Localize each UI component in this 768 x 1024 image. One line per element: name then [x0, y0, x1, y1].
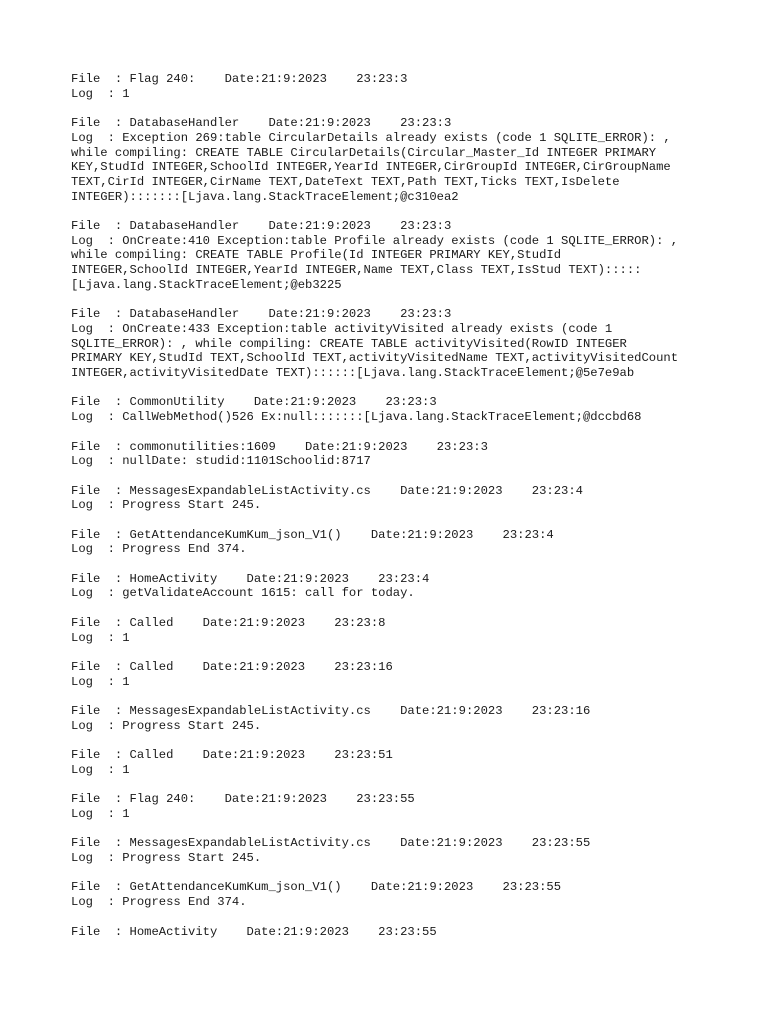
log-message-line: Log : OnCreate:433 Exception:table activityVisited already exists (code 1	[71, 321, 613, 336]
log-message-line: Log : Progress Start 245.	[71, 718, 262, 733]
log-message-line: Log : OnCreate:410 Exception:table Profile already exists (code 1 SQLITE_ERROR): ,	[71, 233, 679, 248]
log-message-line: Log : 1	[71, 806, 130, 821]
log-entry	[71, 748, 711, 777]
log-entry	[71, 528, 711, 557]
log-entry	[71, 836, 711, 865]
log-message-line: Log : Progress Start 245.	[71, 498, 262, 513]
log-file-line: File : Flag 240: Date:21:9:2023 23:23:3	[71, 72, 408, 86]
log-message-line: INTEGER,SchoolId INTEGER,YearId INTEGER,Name TEXT,Class TEXT,IsStud TEXT):::::	[71, 263, 642, 278]
log-file-line: File : DatabaseHandler Date:21:9:2023 23:23:3	[71, 116, 452, 131]
log-entry	[71, 219, 711, 293]
log-file-line: File : MessagesExpandableListActivity.cs Date:21:9:2023 23:23:55	[71, 836, 591, 851]
log-file-line: File : HomeActivity Date:21:9:2023 23:23:55	[71, 924, 437, 939]
log-message-line: INTEGER):::::::[Ljava.lang.StackTraceElement;@c310ea2	[71, 189, 459, 204]
log-message-line: Log : Progress End 374.	[71, 542, 247, 557]
log-message-line: while compiling: CREATE TABLE Profile(Id INTEGER PRIMARY KEY,StudId	[71, 248, 562, 263]
log-message-line: INTEGER,activityVisitedDate TEXT)::::::[Ljava.lang.StackTraceElement;@5e7e9ab	[71, 366, 635, 381]
log-document	[71, 72, 711, 954]
log-entry	[71, 572, 711, 601]
log-message-line: [Ljava.lang.StackTraceElement;@eb3225	[71, 277, 342, 292]
log-file-line: File : MessagesExpandableListActivity.cs Date:21:9:2023 23:23:4	[71, 483, 583, 498]
log-file-line: File : Called Date:21:9:2023 23:23:51	[71, 748, 393, 763]
log-message-line: PRIMARY KEY,StudId TEXT,SchoolId TEXT,activityVisitedName TEXT,activityVisitedCount	[71, 351, 679, 366]
log-message-line: Log : Exception 269:table CircularDetails already exists (code 1 SQLITE_ERROR): ,	[71, 130, 671, 145]
log-entry	[71, 880, 711, 909]
log-file-line: File : GetAttendanceKumKum_json_V1() Date:21:9:2023 23:23:4	[71, 527, 554, 542]
log-file-line: File : Called Date:21:9:2023 23:23:16	[71, 659, 393, 674]
log-message-line: Log : Progress Start 245.	[71, 851, 262, 866]
log-message-line: Log : nullDate: studid:1101Schoolid:8717	[71, 454, 371, 469]
log-file-line: File : Flag 240: Date:21:9:2023 23:23:55	[71, 792, 415, 807]
log-entry	[71, 440, 711, 469]
log-message-line: KEY,StudId INTEGER,SchoolId INTEGER,YearId INTEGER,CirGroupId INTEGER,CirGroupName	[71, 160, 671, 175]
log-entry	[71, 116, 711, 204]
log-entry	[71, 616, 711, 645]
log-message-line: Log : 1	[71, 674, 130, 689]
log-file-line: File : HomeActivity Date:21:9:2023 23:23:4	[71, 571, 430, 586]
log-entry	[71, 660, 711, 689]
log-message-line: Log : 1	[71, 762, 130, 777]
log-file-line: File : CommonUtility Date:21:9:2023 23:23:3	[71, 395, 437, 410]
log-file-line: File : DatabaseHandler Date:21:9:2023 23:23:3	[71, 219, 452, 233]
log-message-line: Log : Progress End 374.	[71, 895, 247, 910]
log-entry	[71, 395, 711, 424]
log-message-line: Log : getValidateAccount 1615: call for today.	[71, 586, 415, 601]
log-file-line: File : DatabaseHandler Date:21:9:2023 23:23:3	[71, 307, 452, 322]
log-file-line: File : MessagesExpandableListActivity.cs Date:21:9:2023 23:23:16	[71, 704, 591, 719]
log-message-line: Log : 1	[71, 86, 130, 101]
log-message-line: SQLITE_ERROR): , while compiling: CREATE TABLE activityVisited(RowID INTEGER	[71, 336, 627, 351]
log-file-line: File : GetAttendanceKumKum_json_V1() Date:21:9:2023 23:23:55	[71, 880, 562, 895]
log-file-line: File : commonutilities:1609 Date:21:9:2023 23:23:3	[71, 439, 488, 454]
log-entry	[71, 72, 711, 101]
log-entry	[71, 484, 711, 513]
log-message-line: while compiling: CREATE TABLE CircularDetails(Circular_Master_Id INTEGER PRIMARY	[71, 145, 657, 160]
log-entry	[71, 704, 711, 733]
log-entry	[71, 925, 711, 940]
log-entry	[71, 307, 711, 381]
log-message-line: Log : CallWebMethod()526 Ex:null:::::::[Ljava.lang.StackTraceElement;@dccbd68	[71, 410, 642, 425]
log-message-line: Log : 1	[71, 630, 130, 645]
log-file-line: File : Called Date:21:9:2023 23:23:8	[71, 615, 386, 630]
log-entry	[71, 792, 711, 821]
log-message-line: TEXT,CirId INTEGER,CirName TEXT,DateText TEXT,Path TEXT,Ticks TEXT,IsDelete	[71, 174, 620, 189]
